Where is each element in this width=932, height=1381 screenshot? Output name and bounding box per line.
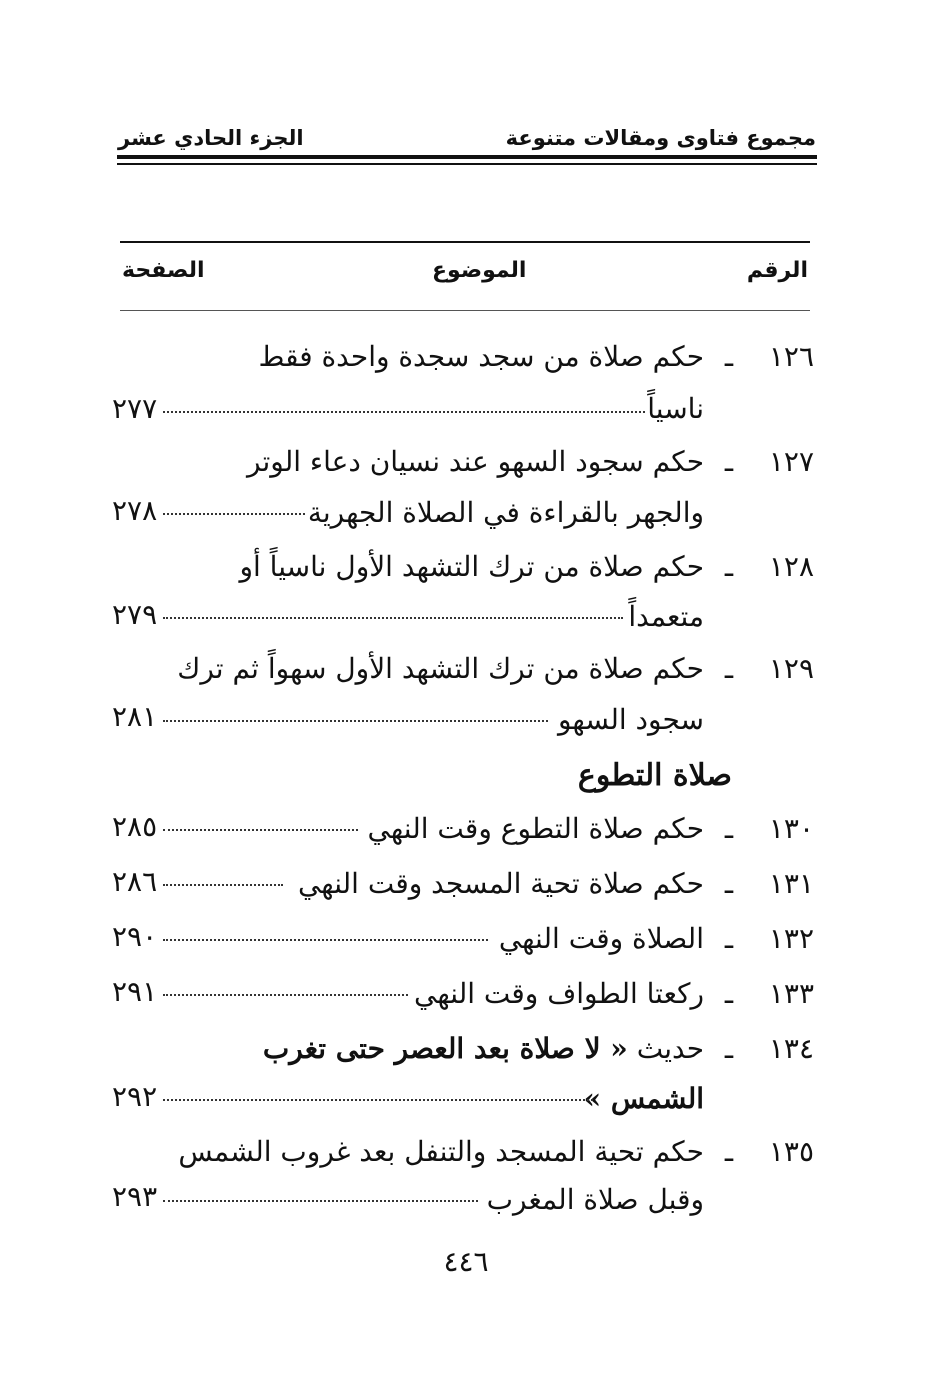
toc-entry-134-line1: ١٣٤ـحديث « لا صلاة بعد العصر حتى تغرب <box>262 1032 814 1065</box>
toc-entry-129-line2 <box>558 703 814 736</box>
toc-entry-135-line1: ١٣٥ـحكم تحية المسجد والتنفل بعد غروب الشمس <box>178 1135 814 1168</box>
column-page-heading: الصفحة <box>122 258 205 283</box>
entry-number: ١٣٠ <box>768 812 814 845</box>
leader-dots <box>163 994 408 996</box>
leader-dots <box>163 1200 478 1202</box>
entry-title: حكم صلاة من ترك التشهد الأول سهواً ثم ترك <box>177 652 704 685</box>
toc-entry-128-line2 <box>628 600 814 633</box>
entry-title-prefix: حديث <box>636 1032 704 1065</box>
entry-title: الصلاة وقت النهي <box>498 922 704 955</box>
entry-title-cont: سجود السهو <box>557 703 704 736</box>
entry-page: ٢٩٣ <box>112 1180 158 1213</box>
entry-page: ٢٧٩ <box>112 598 158 631</box>
entry-title-cont: ناسياً <box>647 392 704 425</box>
toc-entry-131: ١٣١ـحكم صلاة تحية المسجد وقت النهي <box>297 867 814 900</box>
entry-number: ١٣٢ <box>768 922 814 955</box>
toc-entry-128-line1: ١٢٨ـحكم صلاة من ترك التشهد الأول ناسياً أو <box>239 550 814 583</box>
toc-entry-134-line2 <box>584 1082 814 1115</box>
entry-page: ٢٩٢ <box>112 1080 158 1113</box>
leader-dots <box>163 617 623 619</box>
volume-label: الجزء الحادي عشر <box>118 126 304 150</box>
entry-number: ١٣٣ <box>768 977 814 1010</box>
entry-number: ١٢٩ <box>768 652 814 685</box>
header-rule-thick <box>117 155 817 159</box>
table-top-rule <box>120 241 810 243</box>
entry-number: ١٣٥ <box>768 1135 814 1168</box>
leader-dots <box>163 829 358 831</box>
toc-entry-126-line1: ١٢٦ـحكم صلاة من سجد سجدة واحدة فقط <box>258 340 814 373</box>
leader-dots <box>163 513 305 515</box>
toc-entry-135-line2 <box>487 1183 814 1216</box>
entry-title: ركعتا الطواف وقت النهي <box>414 977 704 1010</box>
entry-page: ٢٨٥ <box>112 810 158 843</box>
entry-page: ٢٩١ <box>112 975 158 1008</box>
column-number-heading: الرقم <box>746 258 808 283</box>
entry-number: ١٢٦ <box>768 340 814 373</box>
leader-dots <box>163 720 548 722</box>
entry-title: حكم صلاة من ترك التشهد الأول ناسياً أو <box>239 550 704 583</box>
leader-dots <box>163 411 645 413</box>
toc-entry-129-line1: ١٢٩ـحكم صلاة من ترك التشهد الأول سهواً ثم ترك <box>177 652 814 685</box>
toc-entry-126-line2 <box>647 392 814 425</box>
entry-page: ٢٩٠ <box>112 920 158 953</box>
book-title: مجموع فتاوى ومقالات متنوعة <box>505 126 816 150</box>
entry-title-quote: « لا صلاة بعد العصر حتى تغرب <box>262 1032 628 1065</box>
leader-dots <box>163 939 488 941</box>
toc-entry-127-line2 <box>308 496 814 529</box>
entry-number: ١٣١ <box>768 867 814 900</box>
entry-title: حكم سجود السهو عند نسيان دعاء الوتر <box>247 445 704 478</box>
entry-page: ٢٧٨ <box>112 494 158 527</box>
column-topic-heading: الموضوع <box>432 258 527 283</box>
entry-title-cont: الشمس » <box>583 1082 704 1115</box>
entry-number: ١٢٨ <box>768 550 814 583</box>
table-header-rule <box>120 310 810 311</box>
entry-title-cont: متعمداً <box>628 600 704 633</box>
leader-dots <box>163 884 283 886</box>
entry-page: ٢٨١ <box>112 700 158 733</box>
entry-title: حكم تحية المسجد والتنفل بعد غروب الشمس <box>178 1135 704 1168</box>
entry-page: ٢٨٦ <box>112 865 158 898</box>
section-heading: صلاة التطوع <box>577 758 732 793</box>
entry-title-cont: والجهر بالقراءة في الصلاة الجهرية <box>307 496 704 529</box>
toc-entry-132: ١٣٢ـالصلاة وقت النهي <box>498 922 814 955</box>
entry-page: ٢٧٧ <box>112 392 158 425</box>
page-number: ٤٤٦ <box>443 1245 489 1278</box>
toc-entry-133: ١٣٣ـركعتا الطواف وقت النهي <box>414 977 814 1010</box>
header-rule-thin <box>117 163 817 165</box>
toc-entry-130: ١٣٠ـحكم صلاة التطوع وقت النهي <box>367 812 814 845</box>
entry-title: حكم صلاة تحية المسجد وقت النهي <box>297 867 704 900</box>
toc-entry-127-line1: ١٢٧ـحكم سجود السهو عند نسيان دعاء الوتر <box>247 445 814 478</box>
entry-title: حكم صلاة التطوع وقت النهي <box>367 812 704 845</box>
entry-number: ١٢٧ <box>768 445 814 478</box>
entry-title-cont: وقبل صلاة المغرب <box>486 1183 704 1216</box>
entry-number: ١٣٤ <box>768 1032 814 1065</box>
leader-dots <box>163 1099 593 1101</box>
entry-title: حكم صلاة من سجد سجدة واحدة فقط <box>258 340 704 373</box>
